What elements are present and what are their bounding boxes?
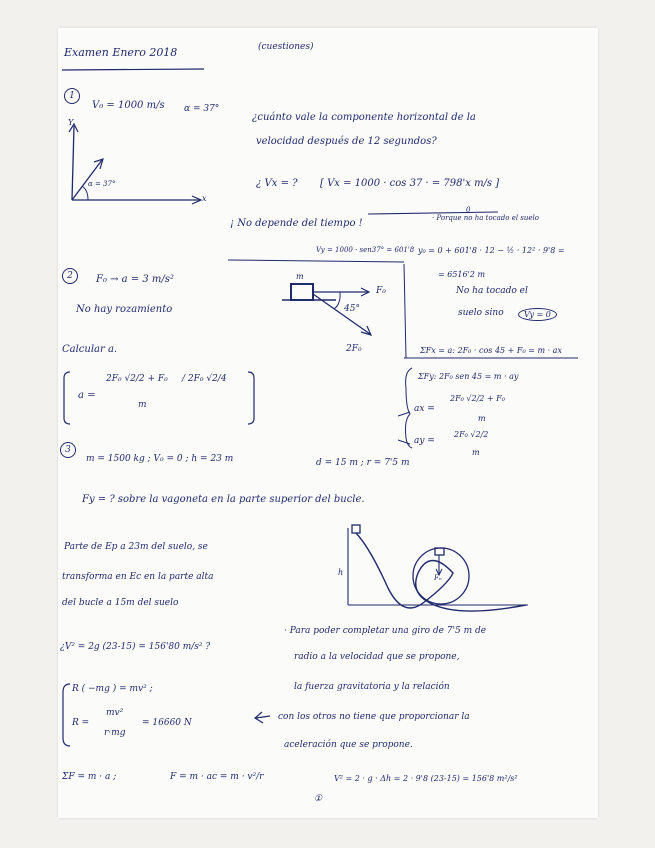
q2-ax-den: m: [478, 414, 486, 423]
q3-cart-top: [435, 548, 444, 555]
page-mark: ①: [314, 794, 323, 804]
q3-eq-centripetal: F = m · ac = m · v²/r: [170, 772, 264, 782]
q3-given2: d = 15 m ; r = 7'5 m: [316, 458, 410, 468]
q2-no-friction: No hay rozamiento: [76, 304, 173, 315]
q3-note-line5: aceleración que se propone.: [284, 740, 413, 750]
q3-given: m = 1500 kg ; V₀ = 0 ; h = 23 m: [86, 454, 234, 464]
q3-eq-r2-den: r·mg: [104, 728, 126, 738]
q1-question-line2: velocidad después de 12 segundos?: [256, 136, 437, 147]
q1-side-note: · Porque no ha tocado el suelo: [432, 214, 539, 222]
q3-eq-r1: R ( −mg ) = mv² ;: [72, 684, 153, 694]
q2-ay-label: ay =: [414, 436, 435, 446]
q1-conclusion-circle: Vy = 0: [518, 308, 557, 321]
q2-calc: Calcular a.: [62, 344, 118, 355]
q2-formula-lhs: a =: [78, 390, 96, 401]
q1-question-line1: ¿cuánto vale la componente horizontal de la: [252, 112, 476, 123]
q3-question: Fy = ? sobre la vagoneta en la parte superior del bucle.: [82, 494, 365, 505]
q2-formula-den: m: [138, 400, 147, 410]
exam-subtitle: (cuestiones): [258, 42, 314, 52]
q2-formula-num: 2F₀ √2/2 + F₀: [106, 374, 168, 384]
q3-eq-r2-num: mv²: [106, 708, 124, 718]
q2-mass-label: m: [296, 272, 304, 281]
q3-eq-sum-f: ΣF = m · a ;: [62, 772, 117, 782]
q3-note-line4: con los otros no tiene que proporcionar la: [278, 712, 470, 722]
q3-text1: Parte de Ep a 23m del suelo, se: [64, 542, 208, 552]
q1-y-axis: [72, 126, 74, 200]
q2-ay-num: 2F₀ √2/2: [454, 430, 489, 439]
exam-sheet: [58, 28, 598, 818]
q3-pointer-arrow: [256, 716, 270, 718]
q1-y-calc: y₀ = 0 + 601'8 · 12 − ½ · 12² · 9'8 =: [418, 246, 565, 255]
q1-axis-x-label: x: [202, 194, 207, 203]
q2-block: [291, 284, 313, 300]
q1-given-alpha: α = 37°: [184, 104, 220, 114]
q2-given: F₀ → a = 3 m/s²: [96, 274, 174, 285]
q2-force-2f0: [313, 294, 370, 334]
q2-force-f0-label: F₀: [376, 286, 386, 296]
q3-note-line2: radio a la velocidad que se propone,: [294, 652, 460, 662]
q1-vy-calc: Vy = 1000 · sen37° = 601'8: [316, 246, 415, 254]
q1-y-result: = 6516'2 m: [438, 270, 486, 279]
q2-formula-mid: / 2F₀ √2/4: [182, 374, 227, 384]
q3-number: 3: [60, 442, 76, 458]
q2-number: 2: [62, 268, 78, 284]
q2-ax-arrow: [398, 412, 410, 416]
q3-eq-v: ¿V² = 2g (23-15) = 156'80 m/s² ?: [60, 642, 211, 652]
q1-conclusion-2: suelo sino: [458, 308, 504, 318]
q1-vx-label: ¿ Vx = ?: [256, 178, 298, 189]
q1-number: 1: [64, 88, 80, 104]
q3-eq-velocity: V² = 2 · g · Δh = 2 · 9'8 (23-15) = 156'8 m²/s²: [334, 774, 518, 783]
q3-formula-bracket: [63, 684, 70, 746]
q2-sum-fx: ΣFx = a: 2F₀ · cos 45 + F₀ = m · ax: [420, 346, 562, 355]
q3-note-line3: la fuerza gravitatoria y la relación: [294, 682, 450, 692]
q3-h-label: h: [338, 568, 344, 577]
q2-force-2f0-label: 2F₀: [346, 344, 362, 354]
q2-formula-bracket-left: [64, 372, 70, 424]
q1-statement: ¡ No depende del tiempo !: [230, 218, 363, 229]
q1-vx-formula: [ Vx = 1000 · cos 37 · = 798'x m/s ]: [320, 178, 500, 189]
q2-ax-label: ax =: [414, 404, 435, 414]
q1-axis-y-label: Y: [68, 118, 74, 127]
q1-divider: [228, 260, 404, 262]
title-underline: [62, 69, 204, 70]
q1-vx-mark: 0: [466, 206, 471, 214]
q2-brace: [406, 368, 413, 448]
q2-ay-arrow: [398, 440, 410, 444]
q1-given-v0: V₀ = 1000 m/s: [92, 100, 165, 111]
q2-right-divider: [404, 264, 406, 358]
q3-text3: del bucle a 15m del suelo: [62, 598, 179, 608]
q3-cart-start: [352, 525, 360, 533]
q2-ax-num: 2F₀ √2/2 + F₀: [450, 394, 505, 403]
q2-ay-den: m: [472, 448, 480, 457]
q1-conclusion-1: No ha tocado el: [456, 286, 528, 296]
q3-text2: transforma en Ec en la parte alta: [62, 572, 214, 582]
q3-eq-r2-lhs: R =: [72, 718, 90, 728]
q3-note-line1: · Para poder completar una giro de 7'5 m de: [284, 626, 487, 636]
q3-eq-r2-result: = 16660 N: [142, 718, 192, 728]
q1-angle-label: α = 37°: [88, 180, 116, 188]
q2-sum-fy: ΣFy: 2F₀ sen 45 = m · ay: [418, 372, 519, 381]
q1-angle-arc: [82, 186, 88, 200]
q2-formula-bracket-right: [248, 372, 254, 424]
q2-angle-label: 45°: [344, 304, 360, 314]
exam-title: Examen Enero 2018: [64, 46, 178, 59]
q3-fn-label: Fₙ: [434, 574, 442, 582]
